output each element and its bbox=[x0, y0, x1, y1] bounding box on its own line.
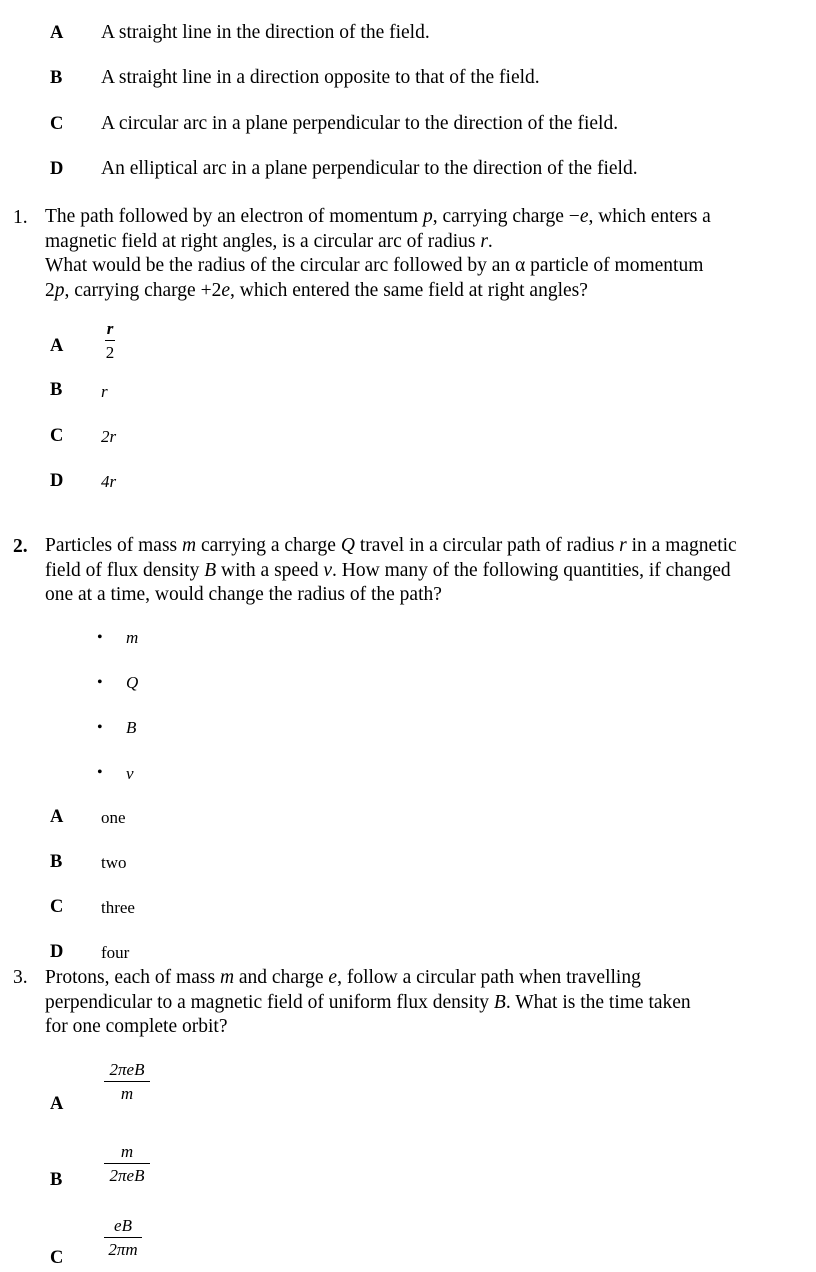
question-1-line-2: magnetic field at right angles, is a circular arc of radius r. bbox=[45, 230, 493, 252]
option-letter-c: C bbox=[50, 114, 64, 134]
bullet-item-q: Q bbox=[126, 673, 139, 692]
question-1-line-3: What would be the radius of the circular arc followed by an α particle of momentum bbox=[45, 255, 704, 276]
question-2-stem bbox=[45, 534, 737, 608]
question-3-line-3: for one complete orbit? bbox=[45, 1016, 228, 1037]
q1-option-letter-b: B bbox=[50, 380, 63, 400]
fraction-denominator: m bbox=[120, 1084, 134, 1103]
fraction-denominator: 2πm bbox=[108, 1240, 138, 1259]
q3-option-b-fraction bbox=[104, 1143, 150, 1184]
q1-option-b-text: r bbox=[101, 382, 108, 401]
q2-option-letter-a: A bbox=[50, 807, 64, 827]
question-3-line-1: Protons, each of mass m and charge e, follow a circular path when travelling bbox=[45, 967, 641, 988]
fraction-numerator: eB bbox=[114, 1216, 132, 1235]
question-1-line-4: 2p, carrying charge +2e, which entered the same field at right angles? bbox=[45, 279, 588, 301]
option-text-c: A circular arc in a plane perpendicular to the direction of the field. bbox=[101, 113, 619, 134]
question-number-3: 3. bbox=[13, 967, 28, 988]
question-2-line-2: field of flux density B with a speed v. How many of the following quantities, if changed bbox=[45, 559, 731, 581]
q2-option-b-text: two bbox=[101, 853, 127, 872]
q2-option-letter-d: D bbox=[50, 942, 64, 962]
q2-option-letter-c: C bbox=[50, 897, 64, 917]
question-2-line-3: one at a time, would change the radius of the path? bbox=[45, 584, 442, 605]
q2-option-a-text: one bbox=[101, 808, 126, 827]
question-1-line-1: The path followed by an electron of momentum p, carrying charge −e, which enters a bbox=[45, 206, 711, 227]
q1-option-letter-a: A bbox=[50, 336, 64, 356]
bullet-item-b: B bbox=[126, 718, 137, 737]
q1-option-a-fraction bbox=[105, 320, 115, 361]
q1-option-letter-c: C bbox=[50, 426, 64, 446]
q2-option-c-text: three bbox=[101, 898, 135, 917]
fraction-bar bbox=[104, 1081, 150, 1082]
bullet-icon: • bbox=[97, 719, 103, 736]
q3-option-letter-b: B bbox=[50, 1170, 63, 1190]
q3-option-letter-c: C bbox=[50, 1248, 64, 1268]
q2-option-letter-b: B bbox=[50, 852, 63, 872]
q3-option-letter-a: A bbox=[50, 1094, 64, 1114]
q1-option-c-text: 2r bbox=[101, 427, 117, 446]
option-letter-a: A bbox=[50, 23, 64, 43]
option-text-d: An elliptical arc in a plane perpendicular to the direction of the field. bbox=[101, 158, 638, 179]
bullet-item-m: m bbox=[126, 628, 139, 647]
option-letter-b: B bbox=[50, 68, 63, 88]
bullet-icon: • bbox=[97, 629, 103, 646]
option-text-a: A straight line in the direction of the field. bbox=[101, 22, 430, 43]
fraction-numerator: r bbox=[106, 319, 114, 338]
option-text-b: A straight line in a direction opposite to that of the field. bbox=[101, 67, 540, 88]
question-3-stem bbox=[45, 966, 691, 1040]
option-letter-d: D bbox=[50, 159, 64, 179]
bullet-icon: • bbox=[97, 674, 103, 691]
fraction-bar bbox=[104, 1163, 150, 1164]
question-2-line-1: Particles of mass m carrying a charge Q travel in a circular path of radius r in a magnetic bbox=[45, 535, 737, 556]
fraction-bar bbox=[105, 340, 115, 341]
fraction-bar bbox=[104, 1237, 142, 1238]
bullet-icon: • bbox=[97, 764, 103, 781]
question-1-stem bbox=[45, 205, 711, 303]
question-number-1: 1. bbox=[13, 207, 28, 228]
fraction-numerator: 2πeB bbox=[109, 1060, 145, 1079]
bullet-item-v: v bbox=[126, 764, 134, 783]
q2-option-d-text: four bbox=[101, 943, 130, 962]
fraction-numerator: m bbox=[120, 1142, 134, 1161]
q1-option-d-text: 4r bbox=[101, 472, 117, 491]
question-number-2: 2. bbox=[13, 536, 28, 557]
q1-option-letter-d: D bbox=[50, 471, 64, 491]
fraction-denominator: 2πeB bbox=[109, 1166, 145, 1185]
question-3-line-2: perpendicular to a magnetic field of uniform flux density B. What is the time taken bbox=[45, 991, 691, 1013]
q3-option-a-fraction bbox=[104, 1061, 150, 1102]
q3-option-c-fraction bbox=[104, 1217, 142, 1258]
fraction-denominator: 2 bbox=[105, 343, 115, 362]
